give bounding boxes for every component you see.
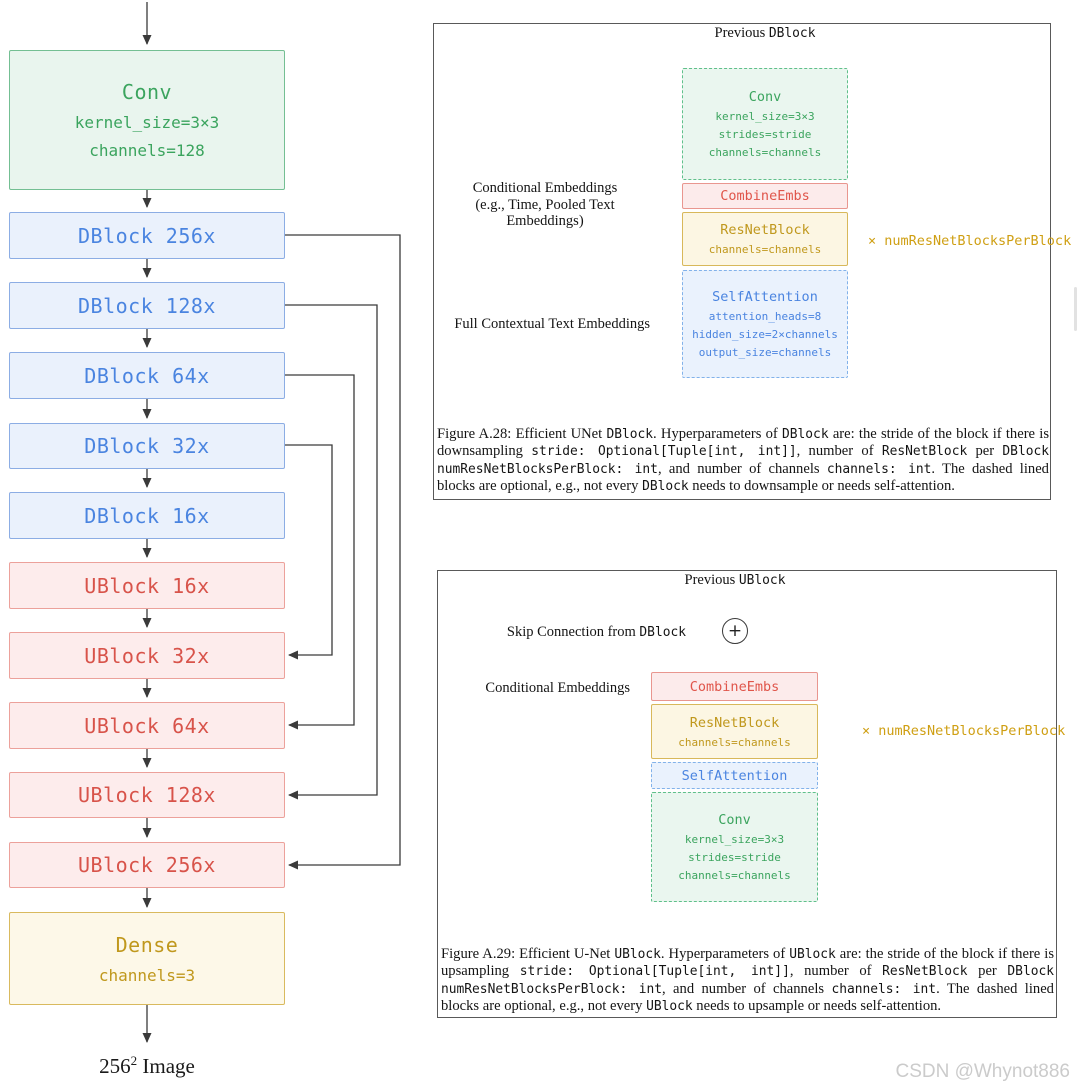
a28-previous-dblock-label: Previous DBlock [714, 25, 816, 41]
block-title: CombineEmbs [689, 678, 780, 695]
skip-sum-node [722, 618, 748, 644]
a29-conditional-embeddings-label: Conditional Embeddings [485, 680, 630, 696]
a28-multiplier-label: × numResNetBlocksPerBlock [868, 233, 1072, 249]
block-title: UBlock 128x [78, 783, 216, 807]
right-edge-artifact [1074, 287, 1077, 331]
block-param: hidden_size=2×channels [692, 328, 838, 341]
a29-combine-embs-block [651, 672, 818, 701]
block-title: CombineEmbs [720, 188, 810, 204]
dblock-256-block [9, 212, 285, 259]
a29-skip-connection-label: Skip Connection from DBlock [506, 624, 686, 640]
a28-resnet-block [682, 212, 848, 266]
block-title: UBlock 64x [84, 713, 210, 738]
ublock-16-block [9, 562, 285, 609]
ublock-32-block [9, 632, 285, 679]
dblock-16-block [9, 492, 285, 539]
block-title: SelfAttention [712, 289, 818, 305]
a28-conditional-embeddings-label [436, 180, 654, 230]
block-param: strides=stride [688, 851, 781, 864]
ublock-128-block [9, 772, 285, 818]
a29-multiplier-label: × numResNetBlocksPerBlock [862, 723, 1066, 739]
block-title: UBlock 32x [84, 643, 210, 668]
a29-conv-block [651, 792, 818, 902]
block-title: SelfAttention [681, 767, 788, 784]
a28-conv-block [682, 68, 848, 180]
block-param: channels=128 [89, 141, 205, 160]
block-title: UBlock 16x [84, 573, 210, 598]
block-param: kernel_size=3×3 [684, 833, 785, 846]
ublock-256-block [9, 842, 285, 888]
output-image-label [47, 1053, 247, 1079]
block-title: DBlock 128x [78, 293, 216, 318]
block-title: Conv [718, 812, 751, 828]
block-param: channels=channels [708, 146, 822, 159]
block-title: ResNetBlock [689, 714, 780, 731]
a29-previous-ublock-label: Previous UBlock [684, 572, 786, 588]
block-title: Conv [121, 80, 173, 104]
block-param: attention_heads=8 [708, 310, 822, 323]
block-title: Conv [748, 89, 782, 105]
a28-combine-embs-block [682, 183, 848, 209]
block-param: output_size=channels [698, 346, 832, 359]
block-title: Dense [115, 932, 179, 957]
block-param: kernel_size=3×3 [715, 110, 815, 123]
block-title: DBlock 16x [84, 503, 210, 528]
block-title: DBlock 256x [78, 223, 216, 248]
output-suffix: Image [137, 1054, 195, 1078]
block-param: channels=3 [98, 965, 196, 985]
block-title: ResNetBlock [720, 222, 810, 238]
label-line: (e.g., Time, Pooled Text Embeddings) [475, 196, 615, 229]
a29-resnet-block [651, 704, 818, 759]
figure-a29-caption: Figure A.29: Efficient U-Net UBlock. Hyperparameters of UBlock are: the stride of the block if there is upsampling stride: Optional[Tuple[int, int]], number of ResNetBlock per DBlock numResNetBlocksPerBlock: int, and number of channels channels: int. The dashed lined blocks are optional, e.g., not every UBlock needs to upsample or needs self-attention. [441, 946, 1055, 1014]
a28-self-attention-block [682, 270, 848, 378]
figure-a28-caption: Figure A.28: Efficient UNet DBlock. Hyperparameters of DBlock are: the stride of the block if there is downsampling stride: Optional[Tuple[int, int]], number of ResNetBlock per DBlock numResNetBlocksPerBlock: int, and number of channels channels: int. The dashed lined blocks are optional, e.g., not every DBlock needs to downsample or needs self-attention. [437, 426, 1050, 494]
output-resolution: 256 [99, 1054, 131, 1078]
label-line: Conditional Embeddings [472, 180, 618, 196]
dense-block [9, 912, 285, 1005]
block-param: strides=stride [718, 128, 812, 141]
watermark: CSDN @Whynot886 [895, 1061, 1070, 1082]
a28-context-embeddings-label: Full Contextual Text Embeddings [454, 316, 650, 332]
block-param: channels=channels [678, 869, 791, 882]
output-exponent: 2 [130, 1053, 138, 1068]
a29-self-attention-block [651, 762, 818, 789]
plus-sign: + [727, 621, 743, 641]
block-title: UBlock 256x [78, 853, 216, 877]
block-param: channels=channels [708, 243, 822, 256]
block-param: channels=channels [678, 735, 791, 749]
block-title: DBlock 64x [84, 363, 210, 388]
ublock-64-block [9, 702, 285, 749]
block-title: DBlock 32x [84, 434, 210, 458]
dblock-64-block [9, 352, 285, 399]
dblock-32-block [9, 423, 285, 469]
conv-block [9, 50, 285, 190]
block-param: kernel_size=3×3 [74, 113, 220, 132]
dblock-128-block [9, 282, 285, 329]
